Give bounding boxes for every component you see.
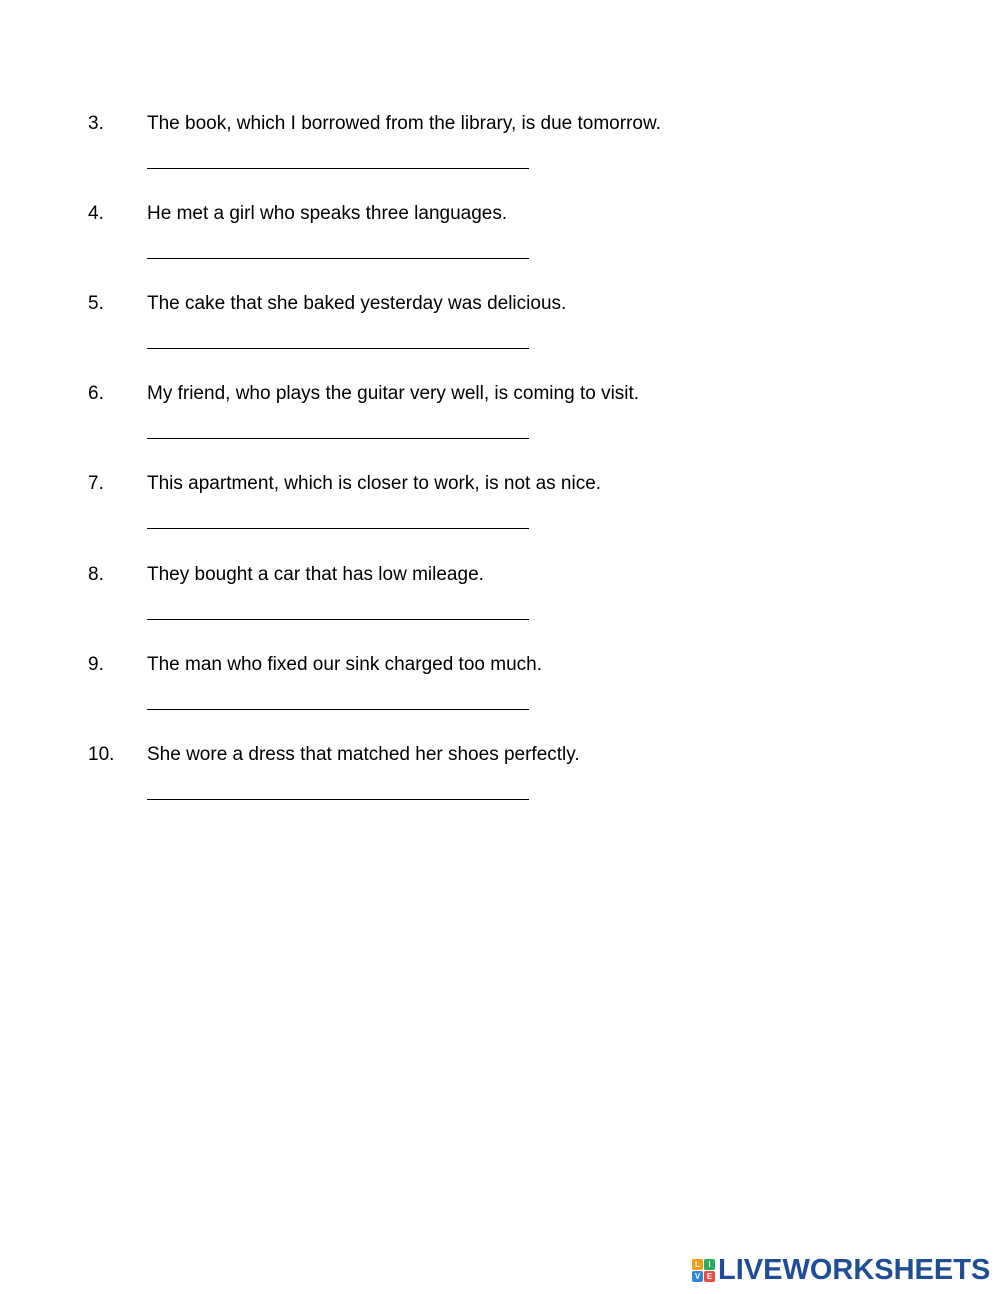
logo-mark-cell: E bbox=[704, 1271, 715, 1282]
liveworksheets-logo bbox=[692, 1254, 990, 1286]
question-number: 6. bbox=[88, 383, 104, 404]
answer-line[interactable] bbox=[147, 168, 529, 169]
question-3 bbox=[0, 113, 1000, 203]
question-number: 10. bbox=[88, 744, 115, 765]
question-6 bbox=[0, 383, 1000, 473]
logo-mark-cell: L bbox=[692, 1259, 703, 1270]
answer-line[interactable] bbox=[147, 258, 529, 259]
question-9 bbox=[0, 654, 1000, 744]
logo-mark-cell: V bbox=[692, 1271, 703, 1282]
logo-mark-icon bbox=[692, 1259, 715, 1282]
question-number: 8. bbox=[88, 564, 104, 585]
question-5 bbox=[0, 293, 1000, 383]
question-8 bbox=[0, 564, 1000, 654]
logo-text: LIVEWORKSHEETS bbox=[718, 1254, 991, 1286]
question-text: They bought a car that has low mileage. bbox=[147, 564, 484, 585]
answer-line[interactable] bbox=[147, 438, 529, 439]
question-text: The cake that she baked yesterday was delicious. bbox=[147, 293, 567, 314]
question-text: My friend, who plays the guitar very well, is coming to visit. bbox=[147, 383, 640, 404]
answer-line[interactable] bbox=[147, 528, 529, 529]
question-number: 7. bbox=[88, 473, 104, 494]
question-text: She wore a dress that matched her shoes perfectly. bbox=[147, 744, 580, 765]
logo-mark-cell: I bbox=[704, 1259, 715, 1270]
question-text: The man who fixed our sink charged too much. bbox=[147, 654, 542, 675]
question-text: This apartment, which is closer to work, is not as nice. bbox=[147, 473, 602, 494]
question-number: 4. bbox=[88, 203, 104, 224]
answer-line[interactable] bbox=[147, 799, 529, 800]
question-number: 9. bbox=[88, 654, 104, 675]
question-number: 3. bbox=[88, 113, 104, 134]
answer-line[interactable] bbox=[147, 619, 529, 620]
question-number: 5. bbox=[88, 293, 104, 314]
question-4 bbox=[0, 203, 1000, 293]
question-text: He met a girl who speaks three languages. bbox=[147, 203, 508, 224]
question-text: The book, which I borrowed from the library, is due tomorrow. bbox=[147, 113, 661, 134]
question-7 bbox=[0, 473, 1000, 563]
answer-line[interactable] bbox=[147, 348, 529, 349]
question-10 bbox=[0, 744, 1000, 834]
answer-line[interactable] bbox=[147, 709, 529, 710]
